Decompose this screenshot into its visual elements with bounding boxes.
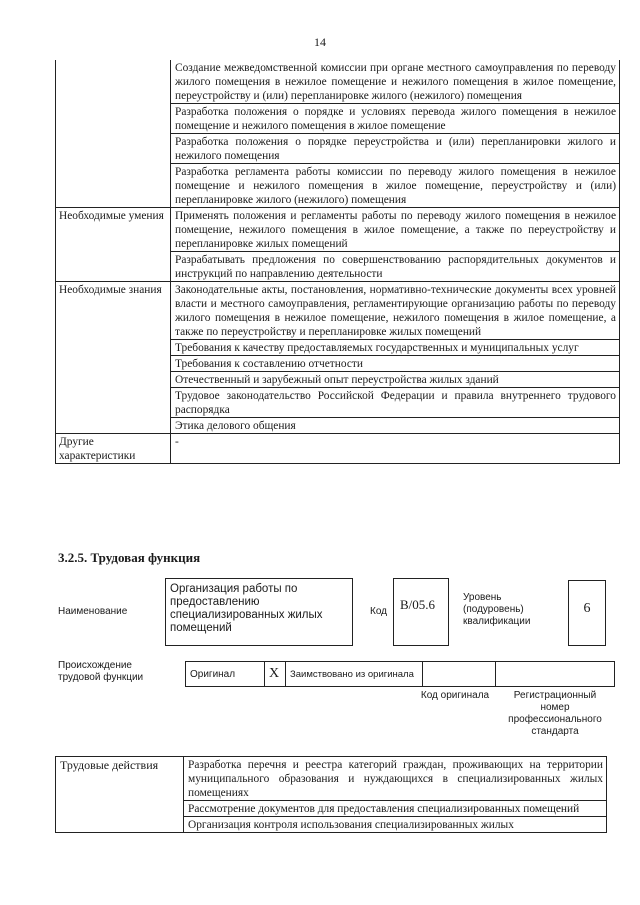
table-row xyxy=(56,282,620,340)
row-label-skills: Необходимые умения xyxy=(56,208,171,282)
row-description: Трудовое законодательство Российской Федерации и правила внутреннего трудового распорядка xyxy=(171,388,620,418)
row-description: Разработка положения о порядке переустройства и (или) перепланировки жилого и нежилого помещения xyxy=(171,134,620,164)
row-description: - xyxy=(171,434,620,464)
borrowed-label: Заимствовано из оригинала xyxy=(286,662,423,687)
row-description: Разработка положения о порядке и условиях перевода жилого помещения в нежилое помещение и нежилого помещения в жилое помещение xyxy=(171,104,620,134)
reg-number-cell xyxy=(496,662,615,687)
row-label-labor-actions: Трудовые действия xyxy=(56,757,184,833)
row-description: Законодательные акты, постановления, нормативно-технические документы всех уровней власти и местного самоуправления, регламентирующие организацию работы по переводу жилого помещения в нежилое помещение, нежилого помещения в жилое помещение, а также по переустройству и перепланировке жилых помещений xyxy=(171,282,620,340)
function-code-box: В/05.6 xyxy=(393,578,449,646)
row-description: Разработка регламента работы комиссии по переводу жилого помещения в нежилое помещение и нежилого помещения в жилое помещение, переустройству и (или) перепланировке жилого (нежилого) помещения xyxy=(171,164,620,208)
level-label: Уровень (подуровень) квалификации xyxy=(463,592,531,627)
table-row xyxy=(56,757,607,801)
origin-table xyxy=(185,661,615,687)
original-mark: X xyxy=(265,662,286,687)
row-label-other: Другие характеристики xyxy=(56,434,171,464)
knowledge-skills-table xyxy=(55,60,620,464)
labor-actions-table xyxy=(55,756,607,833)
reg-number-caption: Регистрационный номер профессионального стандарта xyxy=(508,690,602,737)
code-original-caption: Код оригинала xyxy=(420,690,490,701)
table-row xyxy=(56,434,620,464)
code-original-cell xyxy=(423,662,496,687)
row-description: Создание межведомственной комиссии при органе местного самоуправления по переводу жилого помещения в нежилое помещение и нежилого помещения в жилое помещение, переустройству и (или) перепланировке жилого (нежилого) помещения xyxy=(171,60,620,104)
row-description: Разработка перечня и реестра категорий граждан, проживающих на территории муниципального образования и нуждающихся в специализированных жилых помещениях xyxy=(184,757,607,801)
row-description: Этика делового общения xyxy=(171,418,620,434)
origin-label: Происхождение трудовой функции xyxy=(58,660,144,683)
original-label: Оригинал xyxy=(186,662,265,687)
level-box: 6 xyxy=(568,580,606,646)
table-row xyxy=(56,208,620,252)
row-description: Применять положения и регламенты работы по переводу жилого помещения в нежилое помещение, нежилого помещения в жилое помещение, а также по переустройству и перепланировке жилых помещений xyxy=(171,208,620,252)
section-title: 3.2.5. Трудовая функция xyxy=(58,550,201,565)
row-description: Рассмотрение документов для предоставления специализированных помещений xyxy=(184,801,607,817)
name-label: Наименование xyxy=(58,606,128,617)
row-description: Отечественный и зарубежный опыт переустройства жилых зданий xyxy=(171,372,620,388)
code-label: Код xyxy=(370,606,388,617)
function-name-box: Организация работы по предоставлению специализированных жилых помещений xyxy=(165,578,353,646)
row-label xyxy=(56,60,171,208)
row-description: Организация контроля использования специализированных жилых xyxy=(184,817,607,833)
table-row xyxy=(56,60,620,104)
row-description: Разрабатывать предложения по совершенствованию распорядительных документов и инструкций по направлению деятельности xyxy=(171,252,620,282)
page-number: 14 xyxy=(314,35,326,49)
row-description: Требования к качеству предоставляемых государственных и муниципальных услуг xyxy=(171,340,620,356)
row-label-knowledge: Необходимые знания xyxy=(56,282,171,434)
row-description: Требования к составлению отчетности xyxy=(171,356,620,372)
